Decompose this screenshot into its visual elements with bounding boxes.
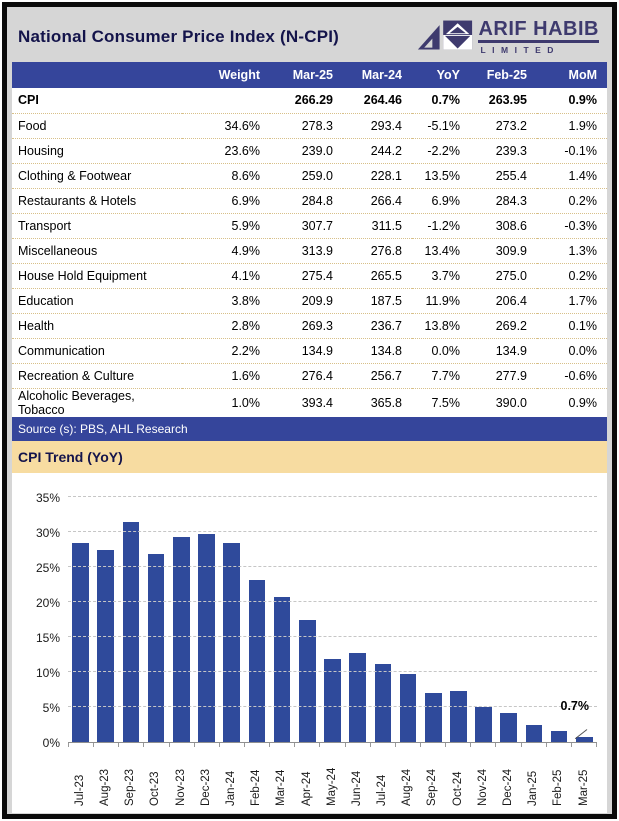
table-cell: 293.4	[343, 113, 412, 138]
gridline	[68, 636, 597, 637]
x-tick-label: Jun-24	[350, 770, 363, 806]
table-cell: 311.5	[343, 213, 412, 238]
bar	[123, 522, 140, 742]
source-bar	[12, 417, 607, 441]
x-tick	[396, 743, 421, 747]
table-row	[12, 213, 607, 238]
table-cell: 2.8%	[182, 313, 270, 338]
table-cell: 23.6%	[182, 138, 270, 163]
arif-habib-logo	[417, 16, 599, 59]
bar	[551, 731, 568, 742]
y-tick-label: 5%	[42, 700, 60, 715]
gridline	[68, 671, 597, 672]
bar	[375, 664, 392, 742]
bar	[500, 713, 517, 742]
table-row	[12, 263, 607, 288]
table-cell: House Hold Equipment	[12, 263, 182, 288]
table-cell: 0.2%	[537, 263, 607, 288]
x-tick	[94, 743, 119, 747]
table-cell: 206.4	[470, 288, 537, 313]
page-title: National Consumer Price Index (N-CPI)	[18, 27, 340, 46]
table-cell: Restaurants & Hotels	[12, 188, 182, 213]
table-cell: 275.0	[470, 263, 537, 288]
bar	[299, 620, 316, 741]
table-cell: 228.1	[343, 163, 412, 188]
table-cell: 308.6	[470, 213, 537, 238]
x-tick	[119, 743, 144, 747]
x-tick	[170, 743, 195, 747]
bar	[274, 597, 291, 742]
x-tick	[547, 743, 572, 747]
bar	[425, 693, 442, 741]
table-cell: 390.0	[470, 388, 537, 417]
bar	[475, 707, 492, 741]
table-cell: 244.2	[343, 138, 412, 163]
table-cell: 307.7	[270, 213, 343, 238]
header-row	[12, 62, 607, 88]
table-cell: 209.9	[270, 288, 343, 313]
bar	[173, 537, 190, 741]
column-header: YoY	[412, 62, 470, 88]
table-cell	[182, 88, 270, 113]
table-cell: 134.8	[343, 338, 412, 363]
x-tick-label: Mar-24	[275, 769, 288, 806]
table-cell: 239.3	[470, 138, 537, 163]
x-tick	[320, 743, 345, 747]
table-cell: 277.9	[470, 363, 537, 388]
x-axis-labels	[68, 750, 597, 806]
logo-subtitle: LIMITED	[480, 45, 560, 55]
gridline	[68, 706, 597, 707]
y-tick-label: 30%	[35, 525, 60, 540]
column-header	[12, 62, 182, 88]
cpi-table-header	[12, 62, 607, 88]
table-cell: 276.4	[270, 363, 343, 388]
x-tick-label: Aug-23	[99, 768, 112, 806]
table-row	[12, 363, 607, 388]
table-cell: 255.4	[470, 163, 537, 188]
bar-annotation: 0.7%	[560, 698, 589, 713]
gridline	[68, 601, 597, 602]
table-cell: 264.46	[343, 88, 412, 113]
x-tick	[496, 743, 521, 747]
table-cell: 278.3	[270, 113, 343, 138]
table-cell: 284.8	[270, 188, 343, 213]
bar	[249, 580, 266, 742]
x-tick	[371, 743, 396, 747]
arif-habib-logo-icon	[417, 16, 473, 59]
x-tick	[446, 743, 471, 747]
table-cell: 239.0	[270, 138, 343, 163]
x-tick	[471, 743, 496, 747]
y-tick-label: 0%	[42, 735, 60, 750]
table-cell: 34.6%	[182, 113, 270, 138]
bar	[349, 653, 366, 741]
table-cell: Miscellaneous	[12, 238, 182, 263]
table-cell: -5.1%	[412, 113, 470, 138]
table-cell: 1.9%	[537, 113, 607, 138]
x-tick	[195, 743, 220, 747]
column-header: Mar-25	[270, 62, 343, 88]
table-cell: CPI	[12, 88, 182, 113]
table-cell: 0.0%	[412, 338, 470, 363]
cpi-table	[12, 62, 607, 417]
bar	[97, 550, 114, 742]
cpi-trend-chart	[12, 473, 607, 813]
logo-name: ARIF HABIB	[478, 19, 599, 43]
table-cell: 6.9%	[412, 188, 470, 213]
x-tick	[144, 743, 169, 747]
column-header: Mar-24	[343, 62, 412, 88]
table-cell: 3.7%	[412, 263, 470, 288]
y-tick-label: 15%	[35, 630, 60, 645]
table-row	[12, 313, 607, 338]
x-tick-label: Apr-24	[300, 770, 313, 806]
table-cell: Housing	[12, 138, 182, 163]
table-cell: Transport	[12, 213, 182, 238]
table-cell: 266.29	[270, 88, 343, 113]
table-cell: 266.4	[343, 188, 412, 213]
bar	[223, 543, 240, 741]
source-text: Source (s): PBS, AHL Research	[18, 421, 188, 436]
table-cell: 0.9%	[537, 88, 607, 113]
x-tick-label: May-24	[325, 767, 338, 806]
table-cell: 7.5%	[412, 388, 470, 417]
table-cell: 256.7	[343, 363, 412, 388]
table-cell: 269.2	[470, 313, 537, 338]
table-row	[12, 88, 607, 113]
table-cell: 187.5	[343, 288, 412, 313]
x-axis-ticks	[68, 743, 597, 747]
table-cell: 1.7%	[537, 288, 607, 313]
x-tick-label: Aug-24	[401, 768, 414, 806]
bar	[450, 691, 467, 741]
table-cell: 13.5%	[412, 163, 470, 188]
table-cell: Alcoholic Beverages, Tobacco	[12, 388, 182, 417]
report-frame	[2, 2, 617, 819]
x-tick	[572, 743, 597, 747]
x-tick	[522, 743, 547, 747]
table-cell: Health	[12, 313, 182, 338]
table-cell: 0.2%	[537, 188, 607, 213]
table-cell: -2.2%	[412, 138, 470, 163]
table-cell: 13.8%	[412, 313, 470, 338]
table-cell: 3.8%	[182, 288, 270, 313]
x-tick-label: Oct-24	[451, 770, 464, 806]
x-tick	[220, 743, 245, 747]
table-cell: -0.3%	[537, 213, 607, 238]
table-cell: 276.8	[343, 238, 412, 263]
table-cell: 0.7%	[412, 88, 470, 113]
bar	[400, 674, 417, 741]
bar	[526, 725, 543, 742]
table-cell: 259.0	[270, 163, 343, 188]
column-header: Feb-25	[470, 62, 537, 88]
table-cell: 0.0%	[537, 338, 607, 363]
gridline	[68, 496, 597, 497]
x-tick-label: Nov-24	[476, 768, 489, 806]
column-header: MoM	[537, 62, 607, 88]
table-row	[12, 238, 607, 263]
table-cell: 313.9	[270, 238, 343, 263]
table-cell: 1.4%	[537, 163, 607, 188]
chart-title-band	[12, 441, 607, 473]
x-tick-label: Jul-23	[73, 774, 86, 806]
table-cell: 236.7	[343, 313, 412, 338]
table-cell: Food	[12, 113, 182, 138]
x-tick	[295, 743, 320, 747]
table-cell: -1.2%	[412, 213, 470, 238]
gridline	[68, 531, 597, 532]
y-tick-label: 20%	[35, 595, 60, 610]
x-tick	[421, 743, 446, 747]
table-cell: -0.6%	[537, 363, 607, 388]
x-tick	[245, 743, 270, 747]
table-cell: Recreation & Culture	[12, 363, 182, 388]
table-cell: Communication	[12, 338, 182, 363]
x-tick-label: Dec-24	[502, 768, 515, 806]
table-cell: Education	[12, 288, 182, 313]
table-row	[12, 163, 607, 188]
x-tick	[270, 743, 295, 747]
bar	[148, 554, 165, 742]
header	[12, 12, 607, 62]
table-cell: -0.1%	[537, 138, 607, 163]
table-cell: 2.2%	[182, 338, 270, 363]
x-tick-label: Sep-24	[426, 768, 439, 806]
bar	[72, 543, 89, 741]
table-cell: 284.3	[470, 188, 537, 213]
table-cell: 134.9	[270, 338, 343, 363]
cpi-table-body	[12, 88, 607, 417]
table-cell: 269.3	[270, 313, 343, 338]
x-tick-label: Sep-23	[124, 768, 137, 806]
y-tick-label: 25%	[35, 560, 60, 575]
x-tick-label: Mar-25	[577, 769, 590, 806]
plot-area	[68, 498, 597, 743]
table-cell: 0.1%	[537, 313, 607, 338]
table-cell: 6.9%	[182, 188, 270, 213]
table-cell: 4.1%	[182, 263, 270, 288]
table-cell: 11.9%	[412, 288, 470, 313]
table-cell: 393.4	[270, 388, 343, 417]
table-cell: 365.8	[343, 388, 412, 417]
table-cell: 273.2	[470, 113, 537, 138]
x-tick-label: Jul-24	[376, 774, 389, 806]
x-tick	[68, 743, 94, 747]
table-cell: 134.9	[470, 338, 537, 363]
table-row	[12, 388, 607, 417]
table-cell: 8.6%	[182, 163, 270, 188]
x-tick-label: Dec-23	[199, 768, 212, 806]
gridline	[68, 566, 597, 567]
table-cell: 309.9	[470, 238, 537, 263]
table-cell: Clothing & Footwear	[12, 163, 182, 188]
table-row	[12, 288, 607, 313]
x-tick-label: Feb-25	[552, 769, 565, 806]
table-cell: 1.0%	[182, 388, 270, 417]
table-cell: 13.4%	[412, 238, 470, 263]
x-tick-label: Jan-24	[224, 770, 237, 806]
y-axis	[16, 490, 68, 750]
logo-text	[478, 19, 599, 55]
x-tick-label: Oct-23	[149, 770, 162, 806]
table-row	[12, 138, 607, 163]
y-tick-label: 10%	[35, 665, 60, 680]
table-cell: 4.9%	[182, 238, 270, 263]
table-cell: 265.5	[343, 263, 412, 288]
table-row	[12, 113, 607, 138]
x-tick	[346, 743, 371, 747]
x-tick-label: Feb-24	[250, 769, 263, 806]
table-row	[12, 188, 607, 213]
x-tick-label: Jan-25	[527, 770, 540, 806]
table-cell: 7.7%	[412, 363, 470, 388]
chart-title: CPI Trend (YoY)	[18, 448, 123, 465]
column-header: Weight	[182, 62, 270, 88]
table-cell: 0.9%	[537, 388, 607, 417]
x-tick-label: Nov-23	[174, 768, 187, 806]
table-cell: 1.6%	[182, 363, 270, 388]
bar	[576, 737, 593, 742]
table-cell: 263.95	[470, 88, 537, 113]
y-tick-label: 35%	[35, 490, 60, 505]
table-row	[12, 338, 607, 363]
table-cell: 275.4	[270, 263, 343, 288]
table-cell: 1.3%	[537, 238, 607, 263]
table-cell: 5.9%	[182, 213, 270, 238]
